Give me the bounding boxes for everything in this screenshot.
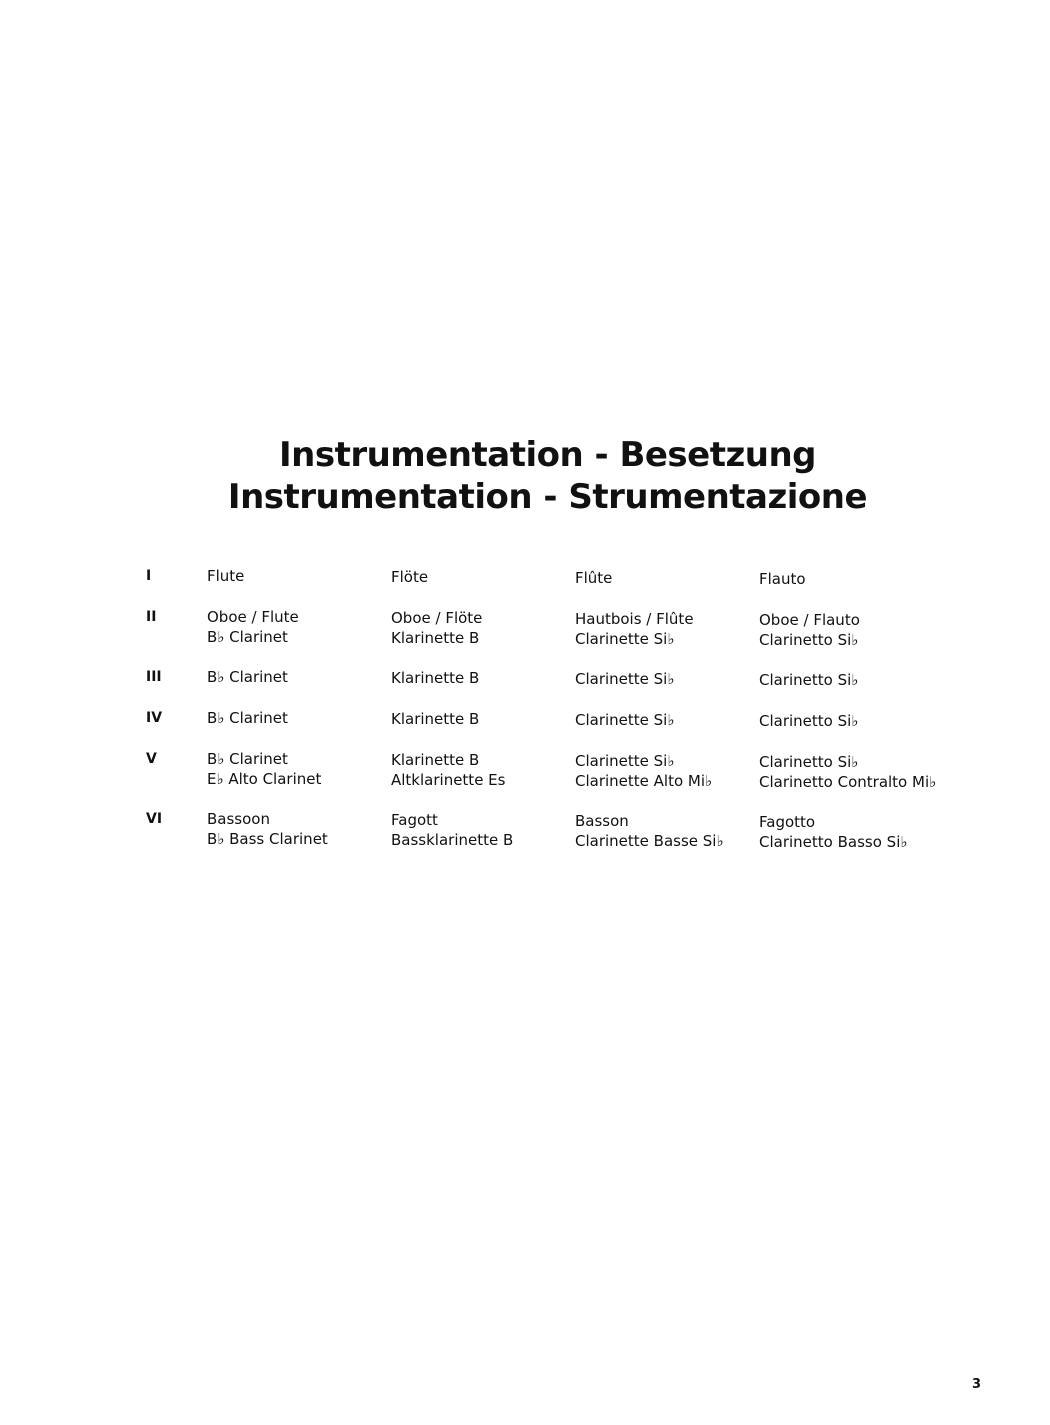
instrument-name: Flûte <box>575 569 613 587</box>
instrument-cell <box>207 708 288 728</box>
table-row <box>0 809 1050 853</box>
instrument-name: Clarinetto Basso Si♭ <box>759 833 908 851</box>
instrument-name: Klarinette B <box>391 710 480 728</box>
instrument-name: Klarinette B <box>391 751 480 769</box>
instrument-name: Clarinetto Si♭ <box>759 753 859 771</box>
instrument-name: Bassklarinette B <box>391 831 514 849</box>
instrument-cell <box>575 811 724 851</box>
instrument-name: B♭ Clarinet <box>207 709 288 727</box>
part-number: III <box>146 669 162 685</box>
instrument-cell <box>575 710 674 730</box>
instrument-name: Clarinette Basse Si♭ <box>575 832 724 850</box>
instrument-name: Clarinette Alto Mi♭ <box>575 772 713 790</box>
instrument-cell <box>391 668 479 688</box>
instrument-cell <box>759 569 806 589</box>
instrument-cell <box>759 711 858 731</box>
instrument-name: Basson <box>575 812 629 830</box>
page-title-line-2: Instrumentation - Strumentazione <box>227 477 868 517</box>
page-number: 3 <box>972 1377 982 1392</box>
instrument-name: Flauto <box>759 570 806 588</box>
part-number: V <box>146 751 157 767</box>
part-number: II <box>146 609 157 625</box>
instrument-cell <box>575 669 674 689</box>
instrument-cell <box>759 670 858 690</box>
table-row <box>0 667 1050 711</box>
instrument-name: Altklarinette Es <box>391 771 506 789</box>
instrument-name: Fagotto <box>759 813 816 831</box>
instrument-name: Clarinette Si♭ <box>575 630 675 648</box>
instrument-cell <box>207 566 244 586</box>
instrument-name: Clarinette Si♭ <box>575 711 675 729</box>
instrument-name: Clarinette Si♭ <box>575 752 675 770</box>
instrument-cell <box>575 568 612 588</box>
part-number: I <box>146 568 152 584</box>
instrument-name: Oboe / Flöte <box>391 609 483 627</box>
table-row <box>0 566 1050 610</box>
instrument-name: Clarinetto Si♭ <box>759 671 859 689</box>
table-row <box>0 607 1050 651</box>
instrument-name: Hautbois / Flûte <box>575 610 694 628</box>
instrument-cell <box>391 810 513 850</box>
instrument-cell <box>575 751 712 791</box>
part-number: VI <box>146 811 163 827</box>
instrument-name: Clarinetto Si♭ <box>759 712 859 730</box>
part-number: IV <box>146 710 163 726</box>
instrument-name: B♭ Bass Clarinet <box>207 830 328 848</box>
instrument-name: Bassoon <box>207 810 270 828</box>
instrument-name: Klarinette B <box>391 629 480 647</box>
instrument-name: E♭ Alto Clarinet <box>207 770 322 788</box>
table-row <box>0 749 1050 793</box>
instrument-cell <box>207 667 288 687</box>
page-title-line-1: Instrumentation - Besetzung <box>278 435 817 475</box>
instrument-name: Klarinette B <box>391 669 480 687</box>
instrument-cell <box>391 567 428 587</box>
instrument-name: Clarinette Si♭ <box>575 670 675 688</box>
table-row <box>0 708 1050 752</box>
instrument-cell <box>575 609 694 649</box>
instrument-name: Oboe / Flute <box>207 608 299 626</box>
instrument-cell <box>207 607 299 647</box>
instrument-cell <box>207 809 328 849</box>
instrument-name: Flöte <box>391 568 429 586</box>
instrument-cell <box>391 608 482 648</box>
instrument-name: B♭ Clarinet <box>207 750 288 768</box>
instrument-cell <box>391 750 505 790</box>
instrument-cell <box>207 749 321 789</box>
instrument-cell <box>391 709 479 729</box>
instrument-name: Oboe / Flauto <box>759 611 860 629</box>
instrument-cell <box>759 812 907 852</box>
instrument-name: Clarinetto Si♭ <box>759 631 859 649</box>
instrument-name: B♭ Clarinet <box>207 668 288 686</box>
instrument-name: Clarinetto Contralto Mi♭ <box>759 773 937 791</box>
instrument-cell <box>759 610 860 650</box>
instrument-name: Flute <box>207 567 245 585</box>
instrument-cell <box>759 752 936 792</box>
instrument-name: B♭ Clarinet <box>207 628 288 646</box>
instrument-name: Fagott <box>391 811 438 829</box>
